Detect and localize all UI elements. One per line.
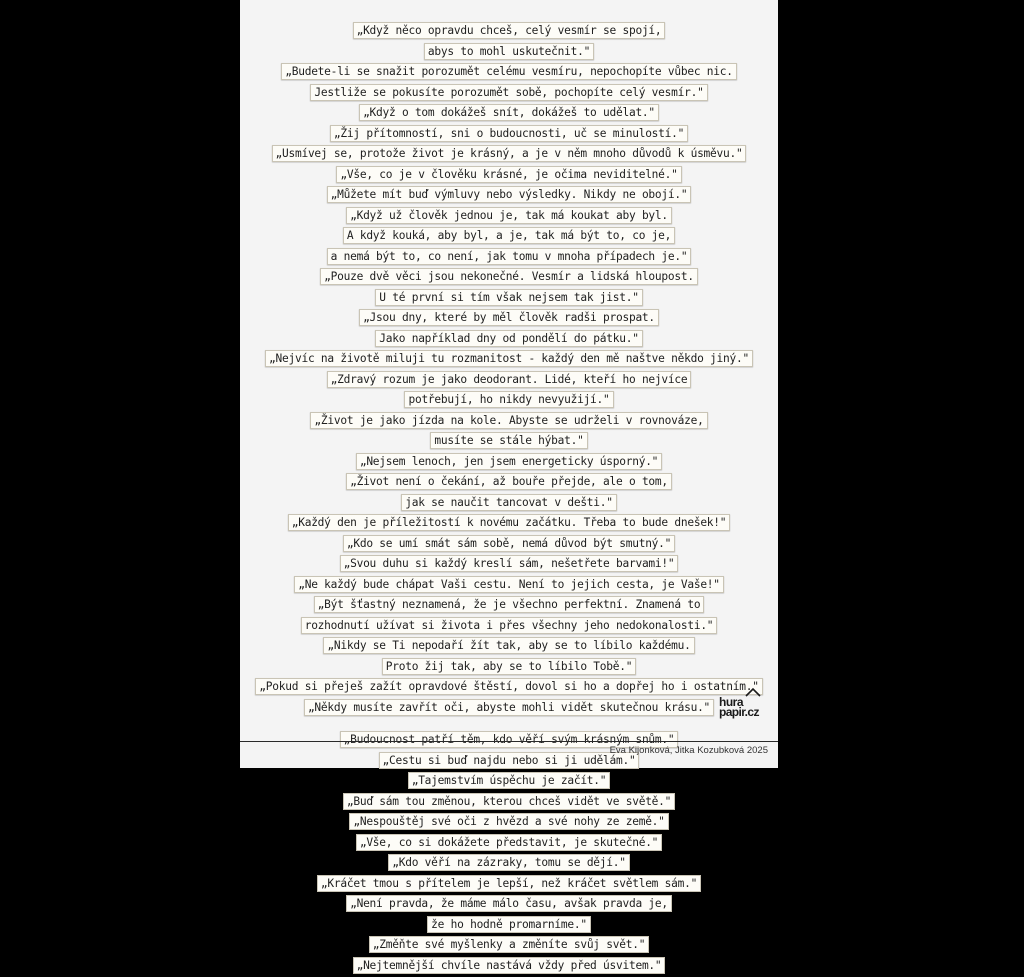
quote-strip: „Kdo se umí smát sám sobě, nemá důvod být smutný." (343, 535, 675, 552)
quote-strip: musíte se stále hýbat." (430, 432, 587, 449)
quotes-list (240, 22, 778, 977)
quote-strip: „Není pravda, že máme málo času, avšak pravda je, (346, 895, 672, 912)
quote-strip: „Pokud si přeješ zažít opravdové štěstí, dovol si ho a dopřej ho i ostatním." (255, 678, 762, 695)
quote-strip: „Každý den je příležitostí k novému začátku. Třeba to bude dnešek!" (288, 514, 731, 531)
quote-strip: „Nejtemnější chvíle nastává vždy před úsvitem." (353, 957, 666, 974)
quote-strip: „Změňte své myšlenky a změníte svůj svět." (369, 936, 649, 953)
quote-strip: Jako například dny od pondělí do pátku." (375, 330, 642, 347)
quote-strip: „Buď sám tou změnou, kterou chceš vidět ve světě." (343, 793, 675, 810)
quote-strip: „Když už člověk jednou je, tak má koukat aby byl. (346, 207, 672, 224)
quote-strip: „Ne každý bude chápat Vaši cestu. Není to jejich cesta, je Vaše!" (294, 576, 724, 593)
quote-strip: „Cestu si buď najdu nebo si ji udělám." (379, 752, 640, 769)
quote-strip: potřebují, ho nikdy nevyužijí." (404, 391, 613, 408)
quote-strip: „Vše, co si dokážete představit, je skutečné." (356, 834, 662, 851)
quote-strip: „Budoucnost patří těm, kdo věří svým krásným snům." (340, 731, 679, 748)
logo-mark-icon (745, 688, 761, 697)
quote-strip: „Zdravý rozum je jako deodorant. Lidé, kteří ho nejvíce (327, 371, 692, 388)
quote-strip: „Někdy musíte zavřít oči, abyste mohli vidět skutečnou krásu." (304, 699, 714, 716)
quote-strip: „Žij přítomností, sni o budoucnosti, uč se minulostí." (330, 125, 688, 142)
quote-strip: A když kouká, aby byl, a je, tak má být to, co je, (343, 227, 675, 244)
quote-strip: „Život není o čekání, až bouře přejde, ale o tom, (346, 473, 672, 490)
quote-strip: Jestliže se pokusíte porozumět sobě, pochopíte celý vesmír." (310, 84, 707, 101)
quote-strip: „Svou duhu si každý kreslí sám, nešetřete barvami!" (340, 555, 679, 572)
quote-strip: „Nejsem lenoch, jen jsem energeticky úsporný." (356, 453, 662, 470)
quote-strip: „Kráčet tmou s přítelem je lepší, než kráčet světlem sám." (317, 875, 701, 892)
quote-strip: „Jsou dny, které by měl člověk radši prospat. (359, 309, 659, 326)
quote-strip: „Pouze dvě věci jsou nekonečné. Vesmír a lidská hloupost. (320, 268, 698, 285)
quote-strip: že ho hodně promarníme." (427, 916, 591, 933)
quote-strip: „Budete-li se snažit porozumět celému vesmíru, nepochopíte vůbec nic. (281, 63, 737, 80)
quote-strip: „Nespouštěj své oči z hvězd a své nohy ze země." (349, 813, 668, 830)
hurapapir-logo (719, 697, 764, 717)
quote-strip: „Tajemstvím úspěchu je začít." (408, 772, 611, 789)
quote-strip: „Být šťastný neznamená, že je všechno perfektní. Znamená to (314, 596, 705, 613)
credits: Eva Kijonková, Jitka Kozubková 2025 (609, 745, 768, 756)
quote-strip: a nemá být to, co není, jak tomu v mnoha případech je." (327, 248, 692, 265)
quote-strip: „Vše, co je v člověku krásné, je očima neviditelné." (336, 166, 681, 183)
quote-strip: „Když něco opravdu chceš, celý vesmír se spojí, (353, 22, 666, 39)
logo-line1: hura (719, 695, 744, 709)
quote-strip: „Usmívej se, protože život je krásný, a je v něm mnoho důvodů k úsměvu." (272, 145, 747, 162)
quote-strip: „Kdo věří na zázraky, tomu se dějí." (388, 854, 629, 871)
quote-strip: „Život je jako jízda na kole. Abyste se udrželi v rovnováze, (310, 412, 707, 429)
quote-strip: abys to mohl uskutečnit." (424, 43, 594, 60)
logo-line2: papir.cz (719, 705, 759, 719)
quote-strip: „Když o tom dokážeš snít, dokážeš to udělat." (359, 104, 659, 121)
document-sheet (240, 0, 778, 972)
quote-strip: Proto žij tak, aby se to líbilo Tobě." (382, 658, 636, 675)
quote-strip: U té první si tím však nejsem tak jist." (375, 289, 642, 306)
quote-strip: „Nejvíc na životě miluji tu rozmanitost - každý den mě naštve někdo jiný." (265, 350, 753, 367)
quote-strip: „Nikdy se Ti nepodaří žít tak, aby se to líbilo každému. (323, 637, 694, 654)
footer-divider (240, 741, 778, 742)
quote-strip: jak se naučit tancovat v dešti." (401, 494, 617, 511)
quote-strip: „Můžete mít buď výmluvy nebo výsledky. Nikdy ne obojí." (327, 186, 692, 203)
quote-strip: rozhodnutí užívat si života i přes všechny jeho nedokonalosti." (301, 617, 718, 634)
